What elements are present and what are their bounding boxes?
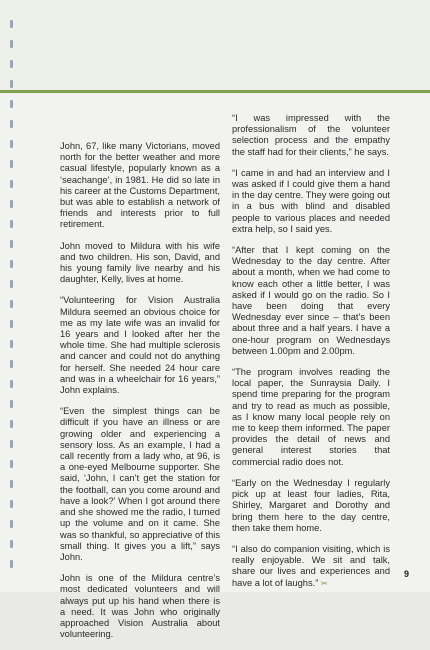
paragraph: “Even the simplest things can be difficult if you have an illness or are growing older and experiencing a sensory loss. As an example, I had a call recently from a lady who, at 96, is a one-eyed Melbourne supporter. She said, ‘John, I can’t get the station for the football, can you come around and have a look?’ When I got around there and she showed me the radio, I turned up the volume and on it came. She was so thankful, so appreciative of this small thing. It gives you a lift,” says John. — [60, 406, 220, 562]
paragraph: “Volunteering for Vision Australia Mildura seemed an obvious choice for me as my late wife was an invalid for 16 years and I looked after her the whole time. She had multiple sclerosis and cancer and could not do anything for herself. She needed 24 hour care and was in a wheelchair for 16 years,” John explains. — [60, 295, 220, 396]
paragraph: John, 67, like many Victorians, moved north for the better weather and more casual lifestyle, popularly known as a ‘seachange’, in 1981. He did so late in his career at the Customs Department, but was able to establish a network of friends and interests prior to full retirement. — [60, 141, 220, 230]
paragraph-last — [232, 544, 390, 589]
left-column — [60, 141, 220, 650]
header-rule — [0, 90, 430, 93]
end-mark-icon: ✂ — [320, 578, 328, 588]
paragraph: “Early on the Wednesday I regularly pick up at least four ladies, Rita, Shirley, Margaret and Dorothy and bring them here to the day centre, then take them home. — [232, 477, 390, 533]
header-band — [0, 0, 430, 92]
page-number: 9 — [404, 569, 410, 579]
binder-holes — [0, 0, 22, 592]
paragraph: John is one of the Mildura centre’s most dedicated volunteers and will always put up his hand when there is a need. It was John who originally approached Vision Australia about volunteering. — [60, 573, 220, 640]
paragraph: “I was impressed with the professionalism of the volunteer selection process and the empathy the staff had for their clients,” he says. — [232, 113, 390, 157]
paragraph: “After that I kept coming on the Wednesday to the day centre. After about a month, when we had come to know each other a little better, I was asked if I would go on the radio. So I have been doing that every Wednesday ever since – that’s been about three and a half years. I have a one-hour program on Wednesdays between 1.00pm and 2.00pm. — [232, 245, 390, 356]
paragraph: “The program involves reading the local paper, the Sunraysia Daily. I spend time preparing for the program and try to read as much as possible, as I know many local people rely on me to keep them informed. The paper provides the detail of news and general interest stories that commercial radio does not. — [232, 367, 390, 467]
right-column — [232, 113, 390, 599]
paragraph: “I came in and had an interview and I was asked if I could give them a hand in the day centre. They were going out in a bus with blind and disabled people to various places and needed extra help, so I said yes. — [232, 167, 390, 234]
paragraph-text: “I also do companion visiting, which is really enjoyable. We sit and talk, share our lives and experiences and have a lot of laughs.” — [232, 543, 390, 588]
paragraph: John moved to Mildura with his wife and two children. His son, David, and his young family live nearby and his daughter, Kelly, lives at home. — [60, 240, 220, 285]
